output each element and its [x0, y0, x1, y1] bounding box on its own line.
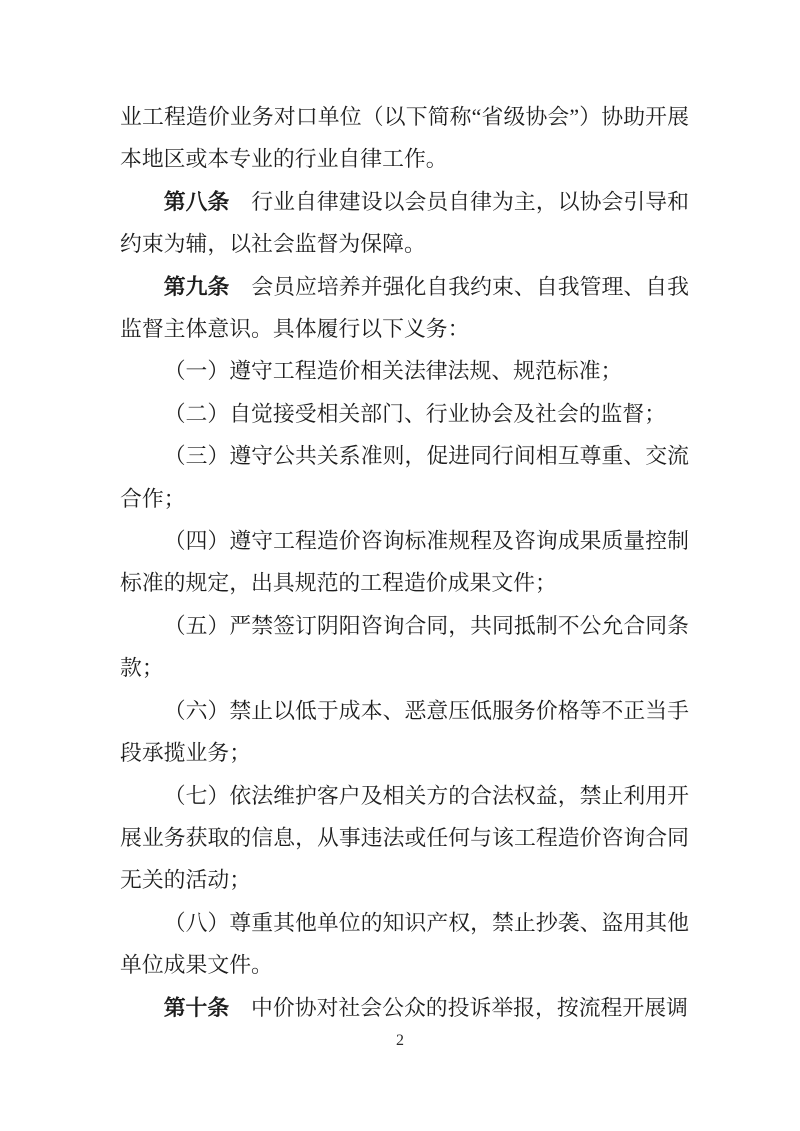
paragraph-text: （二）自觉接受相关部门、行业协会及社会的监督； — [163, 401, 667, 426]
article-number: 第九条 — [163, 274, 230, 299]
paragraph — [120, 775, 689, 902]
paragraph-text: （三）遵守公共关系准则，促进同行间相互尊重、交流合作； — [120, 444, 689, 511]
paragraph-text: （八）尊重其他单位的知识产权，禁止抄袭、盗用其他单位成果文件。 — [120, 910, 689, 978]
paragraph-text: （七）依法维护客户及相关方的合法权益，禁止利用开展业务获取的信息，从事违法或任何与该工程造价咨询合同无关的活动； — [120, 783, 689, 893]
paragraph — [120, 690, 689, 775]
paragraph — [120, 350, 689, 392]
paragraph — [120, 435, 689, 520]
paragraph-text: 行业自律建设以会员自律为主，以协会引导和约束为辅，以社会监督为保障。 — [120, 189, 690, 257]
document-content — [120, 96, 689, 1029]
paragraph — [120, 520, 689, 605]
paragraph — [120, 393, 689, 435]
paragraph — [120, 181, 689, 266]
paragraph — [120, 987, 689, 1029]
paragraph — [120, 266, 689, 351]
paragraph-text: （一）遵守工程造价相关法律法规、规范标准； — [163, 359, 623, 384]
article-number: 第八条 — [163, 189, 230, 214]
paragraph-text: 业工程造价业务对口单位（以下简称“省级协会”）协助开展本地区或本专业的行业自律工作。 — [120, 105, 689, 172]
paragraph-text: （四）遵守工程造价咨询标准规程及咨询成果质量控制标准的规定，出具规范的工程造价成果文件； — [120, 529, 689, 596]
paragraph — [120, 902, 689, 987]
page-number: 2 — [396, 1032, 404, 1049]
paragraph — [120, 96, 689, 181]
article-number: 第十条 — [163, 995, 230, 1020]
paragraph-text: （六）禁止以低于成本、恶意压低服务价格等不正当手段承揽业务； — [120, 698, 689, 766]
paragraph-text: 中价协对社会公众的投诉举报，按流程开展调 — [229, 995, 688, 1020]
paragraph — [120, 605, 689, 690]
paragraph-text: （五）严禁签订阴阳咨询合同，共同抵制不公允合同条款； — [120, 613, 689, 681]
paragraph-text: 会员应培养并强化自我约束、自我管理、自我监督主体意识。具体履行以下义务： — [120, 274, 690, 342]
